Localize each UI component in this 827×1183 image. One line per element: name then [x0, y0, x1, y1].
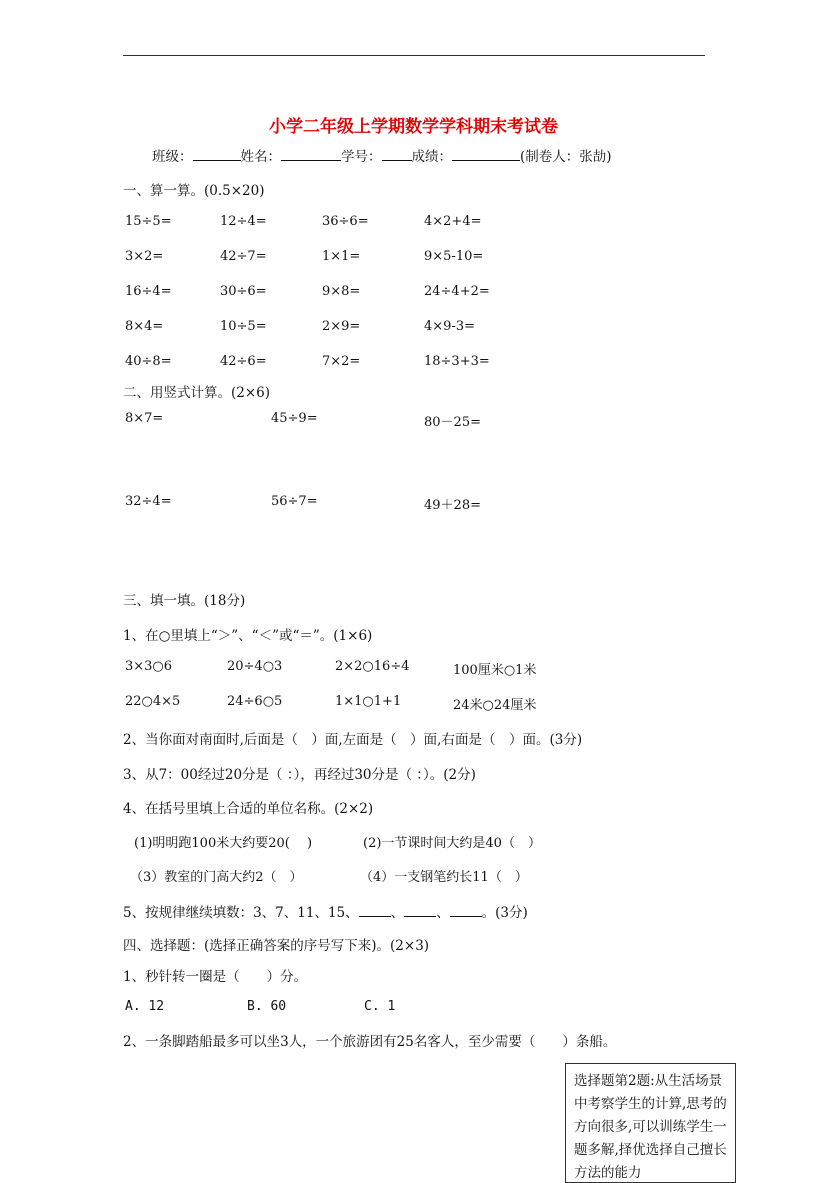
s1-item: 15÷5=	[125, 214, 172, 229]
author: (制卷人：张劼)	[520, 149, 612, 165]
s1-item: 7×2=	[322, 354, 361, 369]
s3-compare-item: 24÷6○5	[227, 694, 283, 709]
s3-compare-item: 24米○24厘米	[453, 698, 537, 713]
section2-heading: 二、用竖式计算。(2×6)	[123, 385, 271, 401]
score-label: 成绩：	[411, 149, 452, 165]
s1-item: 30÷6=	[220, 284, 267, 299]
id-label: 学号：	[341, 149, 382, 165]
name-label: 姓名：	[240, 149, 281, 165]
s2-item: 49＋28=	[424, 498, 481, 513]
s3-compare-item: 22○4×5	[125, 694, 181, 709]
s1-item: 1×1=	[322, 249, 361, 264]
s3-question-5	[123, 901, 528, 921]
q5-sep: 、	[390, 905, 405, 921]
s1-item: 42÷6=	[220, 354, 267, 369]
s1-item: 4×2+4=	[424, 214, 482, 229]
s3-unit-item: （4）一支钢笔约长11（ ）	[360, 870, 528, 885]
q5-prefix: 5、按规律继续填数：3、7、11、15、	[123, 905, 359, 921]
section3-heading: 三、填一填。(18分)	[123, 593, 246, 609]
section4-heading: 四、选择题：(选择正确答案的序号写下来)。(2×3)	[123, 938, 430, 954]
id-blank[interactable]	[382, 148, 412, 161]
section1-heading: 一、算一算。(0.5×20)	[123, 183, 265, 199]
q5-sep: 、	[436, 905, 450, 921]
s3-question-1: 1、在○里填上“＞”、“＜”或“＝”。(1×6)	[123, 628, 373, 644]
s1-item: 2×9=	[322, 319, 361, 334]
q5-blank-3[interactable]	[450, 904, 482, 917]
s4-question-1: 1、秒针转一圈是（ ）分。	[123, 969, 308, 985]
q5-blank-2[interactable]	[404, 904, 436, 917]
s1-item: 4×9-3=	[424, 319, 475, 334]
exam-header	[152, 145, 612, 165]
class-blank[interactable]	[193, 148, 241, 161]
s2-item: 32÷4=	[125, 494, 172, 509]
s2-item: 80－25=	[424, 415, 481, 430]
s3-compare-item: 3×3○6	[125, 659, 173, 674]
s3-compare-item: 1×1○1+1	[335, 694, 402, 709]
s1-item: 8×4=	[125, 319, 164, 334]
s1-item: 9×8=	[322, 284, 361, 299]
top-rule	[123, 55, 705, 56]
s1-item: 36÷6=	[322, 214, 369, 229]
s3-question-4: 4、在括号里填上合适的单位名称。(2×2)	[123, 801, 374, 817]
s1-item: 16÷4=	[125, 284, 172, 299]
s4-question-2: 2、一条脚踏船最多可以坐3人，一个旅游团有25名客人，至少需要（ ）条船。	[123, 1034, 617, 1050]
s4-option: C. 1	[364, 999, 396, 1014]
name-blank[interactable]	[281, 148, 341, 161]
s1-item: 12÷4=	[220, 214, 267, 229]
s3-compare-item: 2×2○16÷4	[335, 659, 410, 674]
s3-compare-item: 20÷4○3	[227, 659, 283, 674]
s3-question-2: 2、当你面对南面时,后面是（ ）面,左面是（ ）面,右面是（ ）面。(3分)	[123, 732, 583, 748]
q5-blank-1[interactable]	[359, 904, 391, 917]
s1-item: 40÷8=	[125, 354, 172, 369]
s1-item: 3×2=	[125, 249, 164, 264]
s2-item: 8×7=	[125, 411, 164, 426]
s1-item: 42÷7=	[220, 249, 267, 264]
class-label: 班级：	[152, 149, 193, 165]
s1-item: 24÷4+2=	[424, 284, 490, 299]
s4-option: A. 12	[125, 999, 165, 1014]
s3-unit-item: (2)一节课时间大约是40（ ）	[363, 836, 541, 851]
s1-item: 18÷3+3=	[424, 354, 490, 369]
s3-unit-item: (1)明明跑100米大约要20( )	[134, 836, 313, 851]
s2-item: 56÷7=	[271, 494, 318, 509]
score-blank[interactable]	[452, 148, 520, 161]
s3-unit-item: （3）教室的门高大约2（ ）	[130, 870, 303, 885]
s4-option: B. 60	[247, 999, 287, 1014]
s1-item: 9×5-10=	[424, 249, 484, 264]
s3-compare-item: 100厘米○1米	[453, 663, 537, 678]
s2-item: 45÷9=	[271, 411, 318, 426]
s3-question-3: 3、从7：00经过20分是（ ：），再经过30分是（ ：）。(2分)	[123, 767, 476, 783]
teacher-note-box: 选择题第2题:从生活场景中考察学生的计算,思考的方向很多,可以训练学生一题多解,择优选择自己擅长方法的能力	[565, 1063, 736, 1183]
s1-item: 10÷5=	[220, 319, 267, 334]
q5-suffix: 。(3分)	[481, 905, 528, 921]
exam-title: 小学二年级上学期数学学科期末考试卷	[269, 117, 558, 137]
